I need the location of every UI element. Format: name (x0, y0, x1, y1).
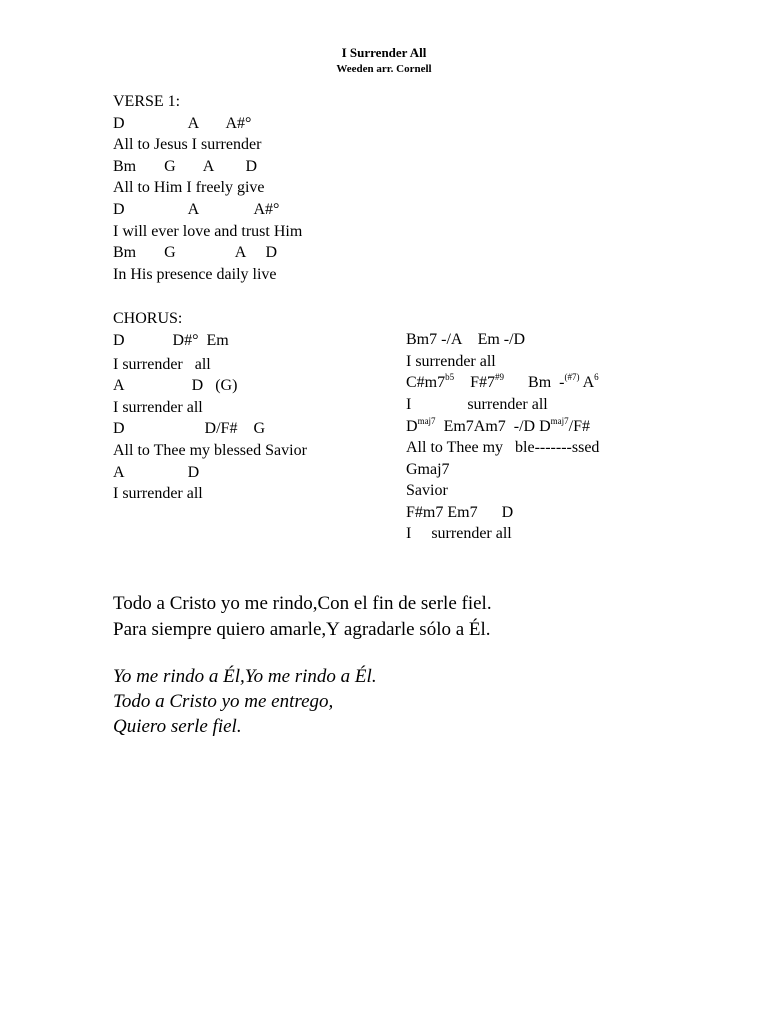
chord-line: $D^{maj7}$ Em7Am7 -/D $D^{maj7}/F\#$ (406, 415, 591, 435)
song-credit: Weeden arr. Cornell (336, 63, 432, 75)
chord-line: Bm7 -/A Em -/D (406, 331, 526, 348)
chord-line: Bm G A D (113, 158, 258, 175)
lyric-line: Savior (406, 482, 448, 499)
spanish-refrain-line: Quiero serle fiel. (113, 716, 242, 737)
lyric-line: All to Jesus I surrender (113, 136, 262, 153)
lyric-line: All to Him I freely give (113, 179, 265, 196)
spanish-line: Todo a Cristo yo me rindo,Con el fin de serle fiel. (113, 593, 492, 614)
chord-line: $C\#m7^{b5}$ F#7$^{\#9}$ Bm -$^{(\#7)}$ $A^6$ (406, 371, 599, 391)
lyric-line: All to Thee my blessed Savior (113, 442, 307, 459)
lyric-line: I surrender all (113, 356, 211, 373)
lyric-line: I surrender all (113, 485, 203, 502)
chord-line: D D#° Em (113, 332, 229, 349)
chord-line: D D/F# G (113, 420, 266, 437)
lyric-line: I surrender all (113, 399, 203, 416)
lyric-line: I will ever love and trust Him (113, 223, 303, 240)
song-title: I Surrender All (341, 45, 427, 60)
verse-label: VERSE 1: (113, 93, 181, 110)
spanish-refrain-line: Todo a Cristo yo me entrego, (113, 691, 334, 712)
chorus-label: CHORUS: (113, 310, 183, 327)
lyric-line: I surrender all (406, 396, 548, 413)
chord-line: Bm G A D (113, 244, 278, 261)
chord-line: A D (G) (113, 377, 238, 394)
lyric-line: All to Thee my ble-------ssed (406, 439, 600, 456)
spanish-refrain-line: Yo me rindo a Él,Yo me rindo a Él. (113, 666, 377, 687)
lyric-line: I surrender all (406, 525, 512, 542)
lyric-line: In His presence daily live (113, 266, 277, 283)
spanish-line: Para siempre quiero amarle,Y agradarle sólo a Él. (113, 619, 491, 640)
lyric-line: I surrender all (406, 353, 496, 370)
chord-line: F#m7 Em7 D (406, 504, 514, 521)
chord-line: Gmaj7 (406, 461, 450, 478)
chord-line: A D (113, 464, 200, 481)
chord-line: D A A#° (113, 115, 252, 132)
chord-line: D A A#° (113, 201, 280, 218)
